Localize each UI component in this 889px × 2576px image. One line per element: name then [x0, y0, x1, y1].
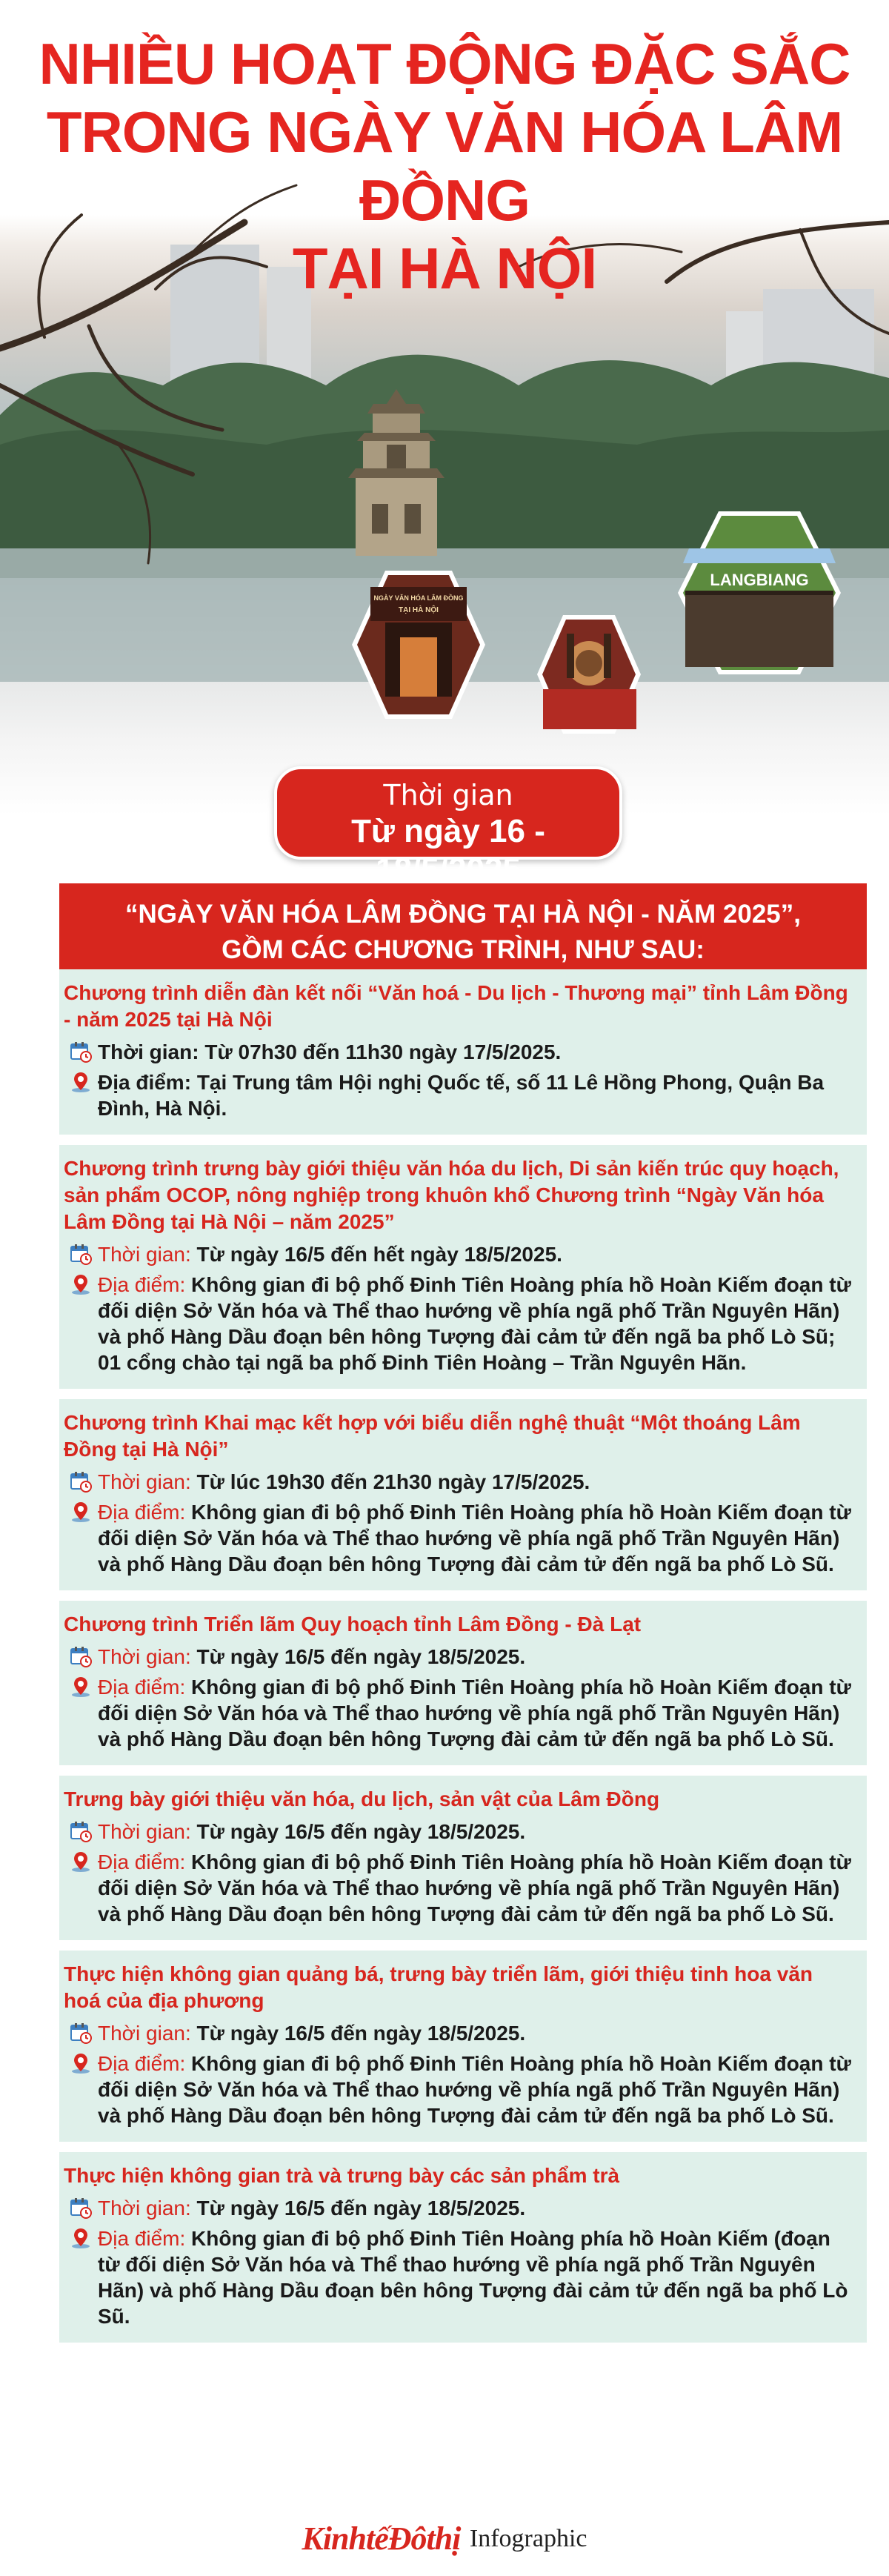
time-badge: [274, 766, 622, 888]
time-value: Từ 07h30 đến 11h30 ngày 17/5/2025.: [204, 1040, 562, 1063]
time-value: Từ ngày 16/5 đến hết ngày 18/5/2025.: [196, 1243, 562, 1266]
section-time-row: [64, 1644, 853, 1670]
program-section: [59, 1399, 867, 1590]
program-list: [59, 883, 867, 2343]
hero-banner: [0, 0, 889, 874]
program-section: [59, 969, 867, 1135]
time-value: Từ lúc 19h30 đến 21h30 ngày 17/5/2025.: [196, 1470, 590, 1493]
title-line-1: NHIỀU HOẠT ĐỘNG ĐẶC SẮC: [39, 31, 850, 96]
section-title: Chương trình Triển lãm Quy hoạch tỉnh Lâm Đồng - Đà Lạt: [64, 1613, 642, 1636]
place-value: Không gian đi bộ phố Đinh Tiên Hoàng phía hồ Hoàn Kiếm đoạn từ đối diện Sở Văn hóa và Thể thao hướng về phía ngã phố Trần Nguyên Hãn) và phố Hàng Dầu đoạn bên hông Tượng đài cảm tử đến ngã ba phố Lò Sũ.: [98, 1676, 851, 1750]
calendar-clock-icon: [70, 1040, 92, 1063]
calendar-clock-icon: [70, 2197, 92, 2219]
place-label: Địa điểm:: [98, 2052, 186, 2075]
brand-logo: KinhtếĐôthị: [302, 2520, 461, 2557]
section-title: Chương trình trưng bày giới thiệu văn hóa du lịch, Di sản kiến trúc quy hoạch, sản phẩm OCOP, nông nghiệp trong khuôn khổ Chương trình “Ngày Văn hóa Lâm Đồng tại Hà Nội – năm 2025”: [64, 1157, 839, 1233]
map-pin-icon: [70, 1071, 92, 1093]
program-section: [59, 2152, 867, 2343]
time-label: Thời gian:: [98, 1243, 191, 1266]
title-line-3: TẠI HÀ NỘI: [292, 236, 597, 301]
place-value: Không gian đi bộ phố Đinh Tiên Hoàng phía hồ Hoàn Kiếm đoạn từ đối diện Sở Văn hóa và Thể thao hướng về phía ngã phố Trần Nguyên Hãn) và phố Hàng Dầu đoạn bên hông Tượng đài cảm tử đến ngã ba phố Lò Sũ.: [98, 1850, 851, 1925]
section-place-row: [64, 1499, 853, 1577]
place-label: Địa điểm:: [98, 2227, 186, 2250]
time-badge-value: Từ ngày 16 - 18/5/2025: [351, 813, 545, 888]
brand-suffix: Infographic: [469, 2524, 587, 2552]
footer: [0, 2520, 889, 2564]
program-section: [59, 1951, 867, 2142]
program-section: [59, 1601, 867, 1765]
place-label: Địa điểm:: [98, 1676, 186, 1699]
time-label: Thời gian:: [98, 2197, 191, 2220]
time-label: Thời gian:: [98, 1820, 191, 1843]
place-label: Địa điểm:: [98, 1071, 192, 1094]
calendar-clock-icon: [70, 1243, 92, 1265]
calendar-clock-icon: [70, 1645, 92, 1667]
place-value: Không gian đi bộ phố Đinh Tiên Hoàng phía hồ Hoàn Kiếm đoạn từ đối diện Sở Văn hóa và Thể thao hướng về phía ngã phố Trần Nguyên Hãn) và phố Hàng Dầu đoạn bên hông Tượng đài cảm tử đến ngã ba phố Lò Sũ.: [98, 2052, 851, 2127]
time-badge-label: Thời gian: [383, 779, 513, 811]
section-time-row: [64, 1241, 853, 1267]
time-value: Từ ngày 16/5 đến ngày 18/5/2025.: [196, 1820, 526, 1843]
time-label: Thời gian:: [98, 1040, 199, 1063]
page-title: [0, 30, 889, 302]
place-label: Địa điểm:: [98, 1850, 186, 1873]
program-sections: [59, 969, 867, 2343]
section-time-row: [64, 2195, 853, 2221]
section-title: Thực hiện không gian quảng bá, trưng bày triển lãm, giới thiệu tinh hoa văn hoá của địa phương: [64, 1962, 813, 2012]
time-value: Từ ngày 16/5 đến ngày 18/5/2025.: [196, 2022, 526, 2045]
section-title: Chương trình Khai mạc kết hợp với biểu diễn nghệ thuật “Một thoáng Lâm Đồng tại Hà Nội”: [64, 1411, 801, 1461]
time-label: Thời gian:: [98, 1645, 191, 1668]
map-pin-icon: [70, 1850, 92, 1873]
map-pin-icon: [70, 1676, 92, 1698]
section-time-row: [64, 1819, 853, 1845]
section-place-row: [64, 1272, 853, 1375]
section-place-row: [64, 1069, 853, 1121]
section-time-row: [64, 1039, 853, 1065]
place-value: Không gian đi bộ phố Đinh Tiên Hoàng phía hồ Hoàn Kiếm (đoạn từ đối diện Sở Văn hóa và Thể thao hướng về phía ngã phố Trần Nguyên Hãn) và phố Hàng Dầu đoạn bên hông Tượng đài cảm tử đến ngã ba phố Lò Sũ.: [98, 2227, 848, 2328]
program-heading: [59, 883, 867, 969]
section-place-row: [64, 2051, 853, 2128]
calendar-clock-icon: [70, 1820, 92, 1842]
langbiang-sign: LANGBIANG: [710, 571, 809, 589]
section-place-row: [64, 1849, 853, 1927]
title-line-2: TRONG NGÀY VĂN HÓA LÂM ĐỒNG: [46, 99, 843, 233]
time-label: Thời gian:: [98, 2022, 191, 2045]
program-section: [59, 1145, 867, 1389]
place-label: Địa điểm:: [98, 1273, 186, 1296]
section-title: Chương trình diễn đàn kết nối “Văn hoá - Du lịch - Thương mại” tỉnh Lâm Đồng - năm 2025 tại Hà Nội: [64, 981, 848, 1031]
hex-photo-gate: [352, 571, 485, 719]
time-value: Từ ngày 16/5 đến ngày 18/5/2025.: [196, 1645, 526, 1668]
program-heading-line-2: GỒM CÁC CHƯƠNG TRÌNH, NHƯ SAU:: [222, 935, 705, 964]
time-value: Từ ngày 16/5 đến ngày 18/5/2025.: [196, 2197, 526, 2220]
section-time-row: [64, 1469, 853, 1495]
gate-sign-line-2: TẠI HÀ NỘI: [399, 606, 439, 614]
section-title: Thực hiện không gian trà và trưng bày các sản phẩm trà: [64, 2164, 620, 2187]
program-section: [59, 1776, 867, 1940]
calendar-clock-icon: [70, 1470, 92, 1493]
section-place-row: [64, 1674, 853, 1752]
calendar-clock-icon: [70, 2022, 92, 2044]
place-value: Tại Trung tâm Hội nghị Quốc tế, số 11 Lê Hồng Phong, Quận Ba Đình, Hà Nội.: [98, 1071, 825, 1120]
time-label: Thời gian:: [98, 1470, 191, 1493]
map-pin-icon: [70, 1273, 92, 1295]
section-title: Trưng bày giới thiệu văn hóa, du lịch, sản vật của Lâm Đồng: [64, 1787, 660, 1810]
place-label: Địa điểm:: [98, 1501, 186, 1524]
section-time-row: [64, 2020, 853, 2046]
map-pin-icon: [70, 2052, 92, 2074]
gate-sign-line-1: NGÀY VĂN HÓA LÂM ĐỒNG: [373, 594, 464, 602]
place-value: Không gian đi bộ phố Đinh Tiên Hoàng phía hồ Hoàn Kiếm đoạn từ đối diện Sở Văn hóa và Thể thao hướng về phía ngã phố Trần Nguyên Hãn) và phố Hàng Dầu đoạn bên hông Tượng đài cảm tử đến ngã ba phố Lò Sũ; 01 cổng chào tại ngã ba phố Đinh Tiên Hoàng – Trần Nguyên Hãn.: [98, 1273, 851, 1374]
place-value: Không gian đi bộ phố Đinh Tiên Hoàng phía hồ Hoàn Kiếm đoạn từ đối diện Sở Văn hóa và Thể thao hướng về phía ngã phố Trần Nguyên Hãn) và phố Hàng Dầu đoạn bên hông Tượng đài cảm tử đến ngã ba phố Lò Sũ.: [98, 1501, 851, 1576]
map-pin-icon: [70, 1501, 92, 1523]
map-pin-icon: [70, 2227, 92, 2249]
section-place-row: [64, 2225, 853, 2329]
program-heading-line-1: “NGÀY VĂN HÓA LÂM ĐỒNG TẠI HÀ NỘI - NĂM 2025”,: [124, 900, 802, 929]
